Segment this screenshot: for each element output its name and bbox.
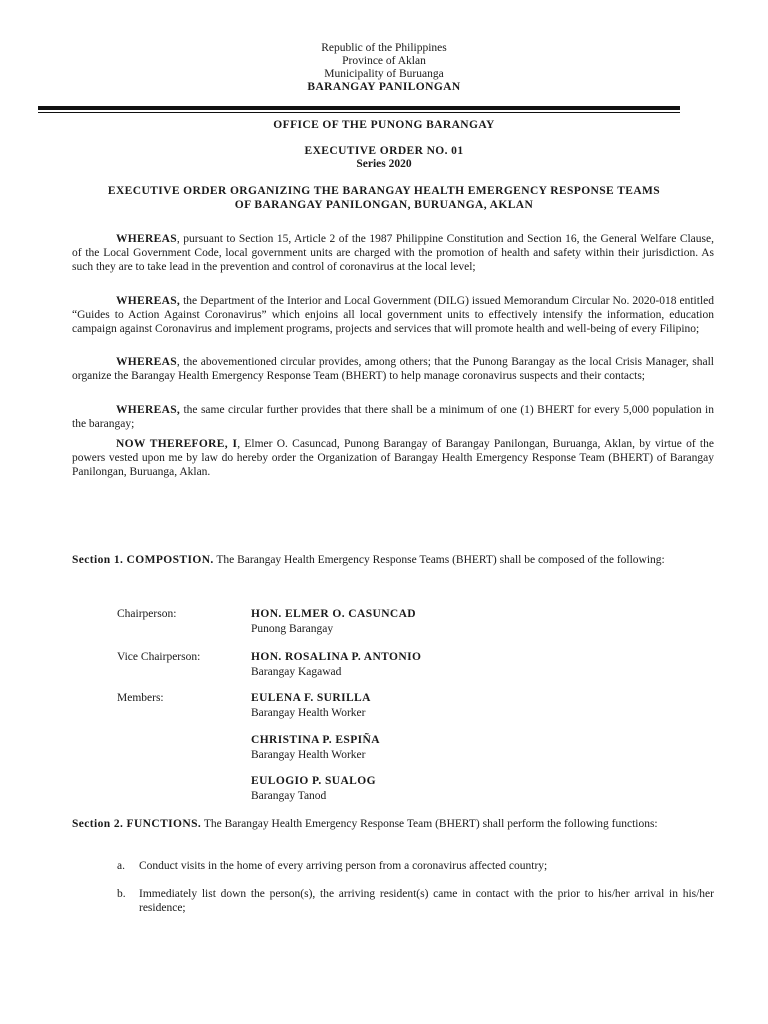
member-name: HON. ELMER O. CASUNCAD [251, 608, 417, 620]
order-number-block [0, 145, 768, 171]
function-text: Conduct visits in the home of every arriving person from a coronavirus affected country; [139, 860, 548, 872]
function-text: Immediately list down the person(s), the arriving resident(s) came in contact with the prior to his/her arrival in his/her residence; [139, 888, 714, 914]
section-2-label: Section 2. FUNCTIONS. [72, 818, 202, 830]
member-entry [251, 691, 371, 721]
paragraph-label: WHEREAS, [116, 404, 181, 416]
role-members: Members: [117, 692, 164, 704]
paragraph-text: , Elmer O. Casuncad, Punong Barangay of Barangay Panilongan, Buruanga, Aklan, by virtue of the powers vested upon me by law do hereby order the Organization of Barangay Health Emergency Response Team (BHERT) of Barangay Panilongan, Buruanga, Aklan. [72, 438, 714, 478]
letterhead [0, 0, 768, 94]
order-number: EXECUTIVE ORDER NO. 01 [304, 145, 464, 157]
member-entry [251, 774, 376, 804]
order-title-line-2: OF BARANGAY PANILONGAN, BURUANGA, AKLAN [234, 199, 534, 211]
member-name: CHRISTINA P. ESPIÑA [251, 734, 380, 746]
paragraph-text: , the abovementioned circular provides, among others; that the Punong Barangay as the local Crisis Manager, shall organize the Barangay Health Emergency Response Team (BHERT) to help manage coronavirus suspects and their contacts; [72, 356, 714, 382]
member-position: Barangay Health Worker [251, 749, 366, 761]
now-therefore-paragraph [72, 437, 714, 479]
member-entry [251, 733, 380, 763]
function-letter: a. [117, 860, 125, 872]
paragraph-label: WHEREAS [116, 356, 177, 368]
section-1-text: The Barangay Health Emergency Response Teams (BHERT) shall be composed of the following: [213, 554, 665, 566]
paragraph-text: the Department of the Interior and Local Government (DILG) issued Memorandum Circular No. 2020-018 entitled “Guides to Action Against Coronavirus” which enjoins all local government units to effectively intensify the information, education campaign against Coronavirus and implement programs, projects and services that will promote health and well-being of every Filipino; [72, 295, 714, 335]
letterhead-barangay: BARANGAY PANILONGAN [307, 81, 461, 93]
paragraph-label: NOW THEREFORE, I [116, 438, 238, 450]
member-position: Barangay Tanod [251, 790, 327, 802]
role-chairperson: Chairperson: [117, 608, 177, 620]
order-title [60, 184, 708, 212]
function-item [117, 887, 714, 915]
office-heading: OFFICE OF THE PUNONG BARANGAY [273, 119, 495, 131]
paragraph-label: WHEREAS [116, 233, 177, 245]
member-name: EULOGIO P. SUALOG [251, 775, 376, 787]
section-2-text: The Barangay Health Emergency Response Team (BHERT) shall perform the following functions: [201, 818, 658, 830]
section-2 [72, 817, 714, 831]
member-position: Barangay Health Worker [251, 707, 366, 719]
function-item [117, 859, 714, 873]
member-position: Barangay Kagawad [251, 666, 342, 678]
whereas-paragraph-4 [72, 403, 714, 431]
header-rule-thin [38, 112, 680, 113]
section-1 [72, 553, 714, 567]
paragraph-text: , pursuant to Section 15, Article 2 of the 1987 Philippine Constitution and Section 16, the General Welfare Clause, of the Local Government Code, local government units are charged with the promotion of health and safety within their jurisdiction. As such they are to take lead in the prevention and control of coronavirus at the local level; [72, 233, 714, 273]
paragraph-label: WHEREAS, [116, 295, 181, 307]
section-1-label: Section 1. COMPOSTION. [72, 554, 214, 566]
letterhead-province: Province of Aklan [342, 55, 426, 67]
whereas-paragraph-3 [72, 355, 714, 383]
whereas-paragraph-2 [72, 294, 714, 336]
member-position: Punong Barangay [251, 623, 334, 635]
member-name: HON. ROSALINA P. ANTONIO [251, 651, 422, 663]
header-rule-thick [38, 106, 680, 110]
member-entry [251, 607, 416, 637]
member-entry [251, 650, 421, 680]
function-letter: b. [117, 888, 126, 900]
paragraph-text: the same circular further provides that there shall be a minimum of one (1) BHERT for every 5,000 population in the barangay; [72, 404, 714, 430]
order-series: Series 2020 [356, 158, 412, 170]
letterhead-municipality: Municipality of Buruanga [324, 68, 444, 80]
order-title-line-1: EXECUTIVE ORDER ORGANIZING THE BARANGAY HEALTH EMERGENCY RESPONSE TEAMS [107, 185, 661, 197]
whereas-paragraph-1 [72, 232, 714, 274]
member-name: EULENA F. SURILLA [251, 692, 371, 704]
role-vice-chairperson: Vice Chairperson: [117, 651, 201, 663]
letterhead-country: Republic of the Philippines [321, 42, 447, 54]
